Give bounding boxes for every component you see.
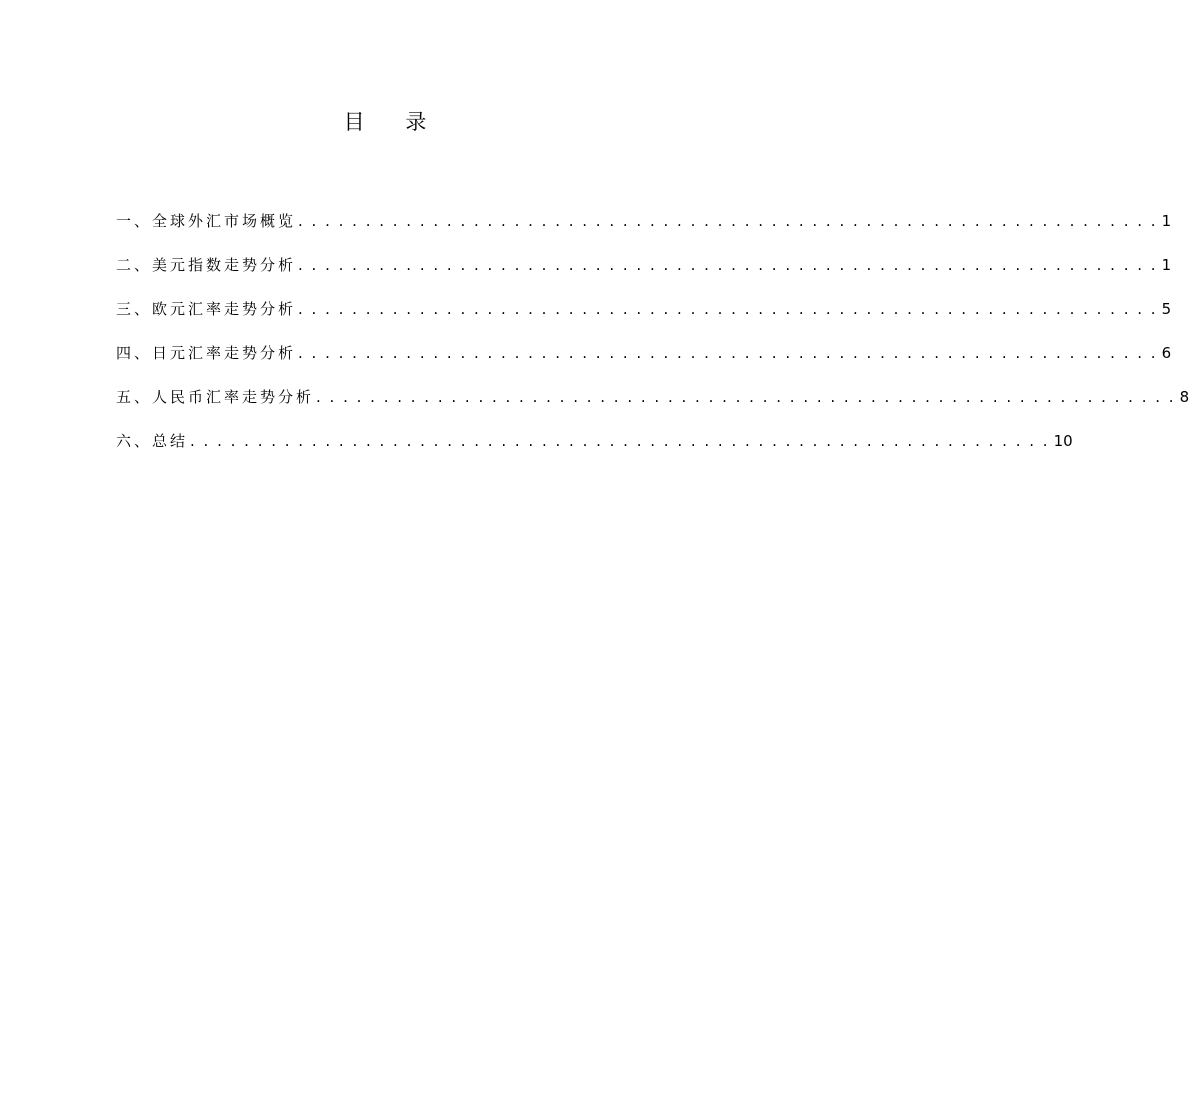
toc-entry-page-number: 10	[1053, 432, 1073, 450]
toc-dot-leader: . . . . . . . . . . . . . . . . . . . . . . . . . . . . . . . . . . . . . . . . . . . . . . . . . . . . . . . . . . . . . . . .	[190, 432, 1050, 450]
toc-entry-label: 四、日元汇率走势分析	[116, 344, 297, 362]
toc-entry-label: 五、人民币汇率走势分析	[116, 388, 315, 406]
toc-entry-label: 二、美元指数走势分析	[116, 256, 297, 274]
toc-entry-page-number: 1	[1161, 212, 1172, 230]
toc-entry-6[interactable]	[116, 425, 1073, 469]
toc-dot-leader: . . . . . . . . . . . . . . . . . . . . . . . . . . . . . . . . . . . . . . . . . . . . . . . . . . . . . . . . . . . . . . . .	[298, 344, 1158, 362]
toc-entry-label: 一、全球外汇市场概览	[116, 212, 297, 230]
toc-entry-page-number: 6	[1161, 344, 1172, 362]
toc-title: 目 录	[343, 110, 444, 134]
toc-entry-label: 三、欧元汇率走势分析	[116, 300, 297, 318]
toc-entry-1[interactable]	[116, 205, 1172, 249]
toc-dot-leader: . . . . . . . . . . . . . . . . . . . . . . . . . . . . . . . . . . . . . . . . . . . . . . . . . . . . . . . . . . . . . . . .	[298, 300, 1158, 318]
toc-dot-leader: . . . . . . . . . . . . . . . . . . . . . . . . . . . . . . . . . . . . . . . . . . . . . . . . . . . . . . . . . . . . . . . .	[316, 388, 1176, 406]
toc-entry-page-number: 5	[1161, 300, 1172, 318]
toc-entry-2[interactable]	[116, 249, 1172, 293]
toc-dot-leader: . . . . . . . . . . . . . . . . . . . . . . . . . . . . . . . . . . . . . . . . . . . . . . . . . . . . . . . . . . . . . . . .	[298, 212, 1158, 230]
toc-list	[116, 205, 1189, 469]
toc-entry-3[interactable]	[116, 293, 1172, 337]
toc-entry-page-number: 1	[1161, 256, 1172, 274]
toc-entry-5[interactable]	[116, 381, 1189, 425]
toc-dot-leader: . . . . . . . . . . . . . . . . . . . . . . . . . . . . . . . . . . . . . . . . . . . . . . . . . . . . . . . . . . . . . . . .	[298, 256, 1158, 274]
toc-entry-4[interactable]	[116, 337, 1172, 381]
toc-entry-page-number: 8	[1179, 388, 1189, 406]
toc-entry-label: 六、总结	[116, 432, 189, 450]
